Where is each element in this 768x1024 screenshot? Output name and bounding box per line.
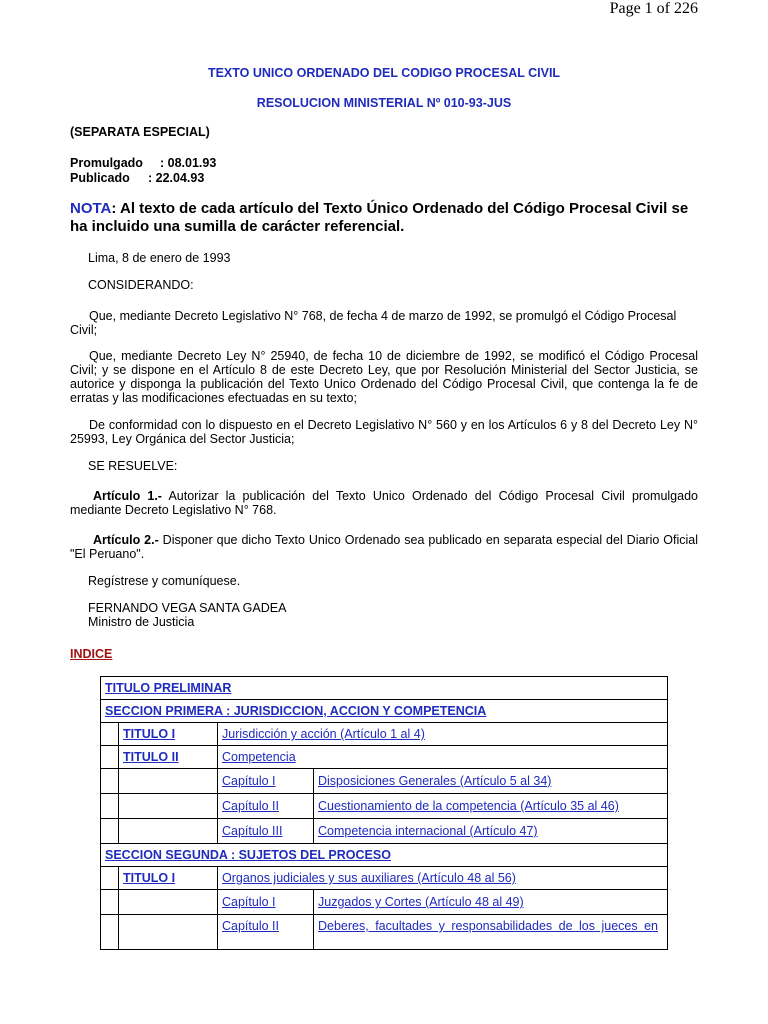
link-s2-cap-2[interactable]: Capítulo II (222, 919, 279, 933)
promulgado-value: : 08.01.93 (160, 156, 217, 170)
index-cell (218, 819, 314, 844)
link-s2-cap-1-desc[interactable]: Juzgados y Cortes (Artículo 48 al 49) (318, 895, 524, 909)
index-cell (314, 915, 668, 950)
index-spacer-cell (101, 723, 119, 746)
index-spacer-cell (119, 819, 218, 844)
articulo-1-text: Autorizar la publicación del Texto Unico Ordenado del Código Procesal Civil promulgado mediante Decreto Legislativo N° 768. (70, 489, 698, 517)
link-s1-titulo-1[interactable]: TITULO I (123, 727, 176, 741)
index-spacer-cell (101, 769, 119, 794)
nota-label: NOTA (70, 200, 112, 217)
index-cell (119, 746, 218, 769)
articulo-1 (70, 489, 698, 517)
table-row (101, 867, 668, 890)
table-row (101, 769, 668, 794)
index-spacer-cell (119, 890, 218, 915)
considerando-paragraph-1: Que, mediante Decreto Legislativo N° 768, de fecha 4 de marzo de 1992, se promulgó el Código Procesal Civil; (70, 309, 677, 337)
index-table (100, 676, 668, 950)
considerando-paragraph-2: Que, mediante Decreto Ley N° 25940, de fecha 10 de diciembre de 1992, se modificó el Código Procesal Civil; y se dispone en el Artículo 8 de este Decreto Ley, que por Resolución Ministerial del Sector Justicia, se autorice y disponga la publicación del Texto Unico Ordenado del Código Procesal Civil, que contenga la fe de erratas y las modificaciones efectuadas en su texto; (70, 349, 698, 405)
table-row (101, 844, 668, 867)
link-seccion-segunda[interactable]: SECCION SEGUNDA : SUJETOS DEL PROCESO (105, 848, 391, 862)
considerando-label: CONSIDERANDO: (88, 278, 194, 292)
promulgado-label: Promulgado (70, 156, 143, 170)
separata-label: (SEPARATA ESPECIAL) (70, 125, 210, 139)
index-spacer-cell (101, 915, 119, 950)
index-cell (101, 677, 668, 700)
table-row (101, 700, 668, 723)
table-row (101, 746, 668, 769)
index-spacer-cell (101, 867, 119, 890)
link-s2-titulo-1-desc[interactable]: Organos judiciales y sus auxiliares (Artículo 48 al 56) (222, 871, 516, 885)
table-row (101, 915, 668, 950)
link-cap-1-desc[interactable]: Disposiciones Generales (Artículo 5 al 34) (318, 774, 552, 788)
index-cell (314, 819, 668, 844)
index-cell (314, 794, 668, 819)
index-spacer-cell (101, 746, 119, 769)
index-cell (218, 915, 314, 950)
index-cell (218, 890, 314, 915)
signer-name: FERNANDO VEGA SANTA GADEA (88, 601, 287, 615)
index-cell (218, 769, 314, 794)
link-s1-titulo-2-desc[interactable]: Competencia (222, 750, 296, 764)
index-spacer-cell (119, 915, 218, 950)
index-cell (119, 867, 218, 890)
indice-heading-wrap (70, 645, 698, 663)
articulo-2-text: Disponer que dicho Texto Unico Ordenado sea publicado en separata especial del Diario Oficial "El Peruano". (70, 533, 698, 561)
promulgation-dates (70, 156, 216, 186)
link-cap-2[interactable]: Capítulo II (222, 799, 279, 813)
table-row (101, 890, 668, 915)
link-titulo-preliminar[interactable]: TITULO PRELIMINAR (105, 681, 232, 695)
indice-link[interactable]: INDICE (70, 647, 113, 661)
index-spacer-cell (119, 769, 218, 794)
link-s1-titulo-2[interactable]: TITULO II (123, 750, 179, 764)
considerando-paragraph-3: De conformidad con lo dispuesto en el Decreto Legislativo N° 560 y en los Artículos 6 y 8 del Decreto Ley N° 25993, Ley Orgánica del Sector Justicia; (70, 418, 698, 446)
document-title: TEXTO UNICO ORDENADO DEL CODIGO PROCESAL CIVIL (207, 66, 561, 80)
link-cap-2-desc[interactable]: Cuestionamiento de la competencia (Artículo 35 al 46) (318, 799, 619, 813)
link-cap-1[interactable]: Capítulo I (222, 774, 276, 788)
table-row (101, 723, 668, 746)
signer-role: Ministro de Justicia (88, 615, 195, 629)
link-s2-titulo-1[interactable]: TITULO I (123, 871, 176, 885)
nota-text: : Al texto de cada artículo del Texto Único Ordenado del Código Procesal Civil se ha incluido una sumilla de carácter referencial. (70, 200, 689, 235)
publicado-value: : 22.04.93 (148, 171, 205, 185)
registrese-line: Regístrese y comuníquese. (88, 574, 241, 588)
table-row (101, 819, 668, 844)
resolution-title: RESOLUCION MINISTERIAL Nº 010-93-JUS (256, 96, 512, 110)
articulo-2-label: Artículo 2.- (93, 533, 159, 547)
link-s1-titulo-1-desc[interactable]: Jurisdicción y acción (Artículo 1 al 4) (222, 727, 425, 741)
index-spacer-cell (119, 794, 218, 819)
resuelve-label: SE RESUELVE: (88, 459, 178, 473)
date-line: Lima, 8 de enero de 1993 (88, 251, 231, 265)
index-cell (218, 746, 668, 769)
index-cell (218, 723, 668, 746)
link-cap-3-desc[interactable]: Competencia internacional (Artículo 47) (318, 824, 538, 838)
page-number: Page 1 of 226 (609, 0, 698, 17)
link-seccion-primera[interactable]: SECCION PRIMERA : JURISDICCION, ACCION Y COMPETENCIA (105, 704, 487, 718)
link-s2-cap-2-desc[interactable]: Deberes, facultades y responsabilidades de los jueces en (318, 919, 658, 933)
index-cell (119, 723, 218, 746)
index-cell (314, 769, 668, 794)
index-cell (218, 867, 668, 890)
index-spacer-cell (101, 890, 119, 915)
link-cap-3[interactable]: Capítulo III (222, 824, 283, 838)
index-spacer-cell (101, 794, 119, 819)
index-cell (218, 794, 314, 819)
table-row (101, 794, 668, 819)
index-spacer-cell (101, 819, 119, 844)
articulo-1-label: Artículo 1.- (93, 489, 162, 503)
link-s2-cap-1[interactable]: Capítulo I (222, 895, 276, 909)
articulo-2 (70, 533, 698, 561)
table-row (101, 677, 668, 700)
index-cell (314, 890, 668, 915)
publicado-label: Publicado (70, 171, 130, 185)
nota-paragraph (70, 200, 698, 236)
index-cell (101, 844, 668, 867)
index-cell (101, 700, 668, 723)
